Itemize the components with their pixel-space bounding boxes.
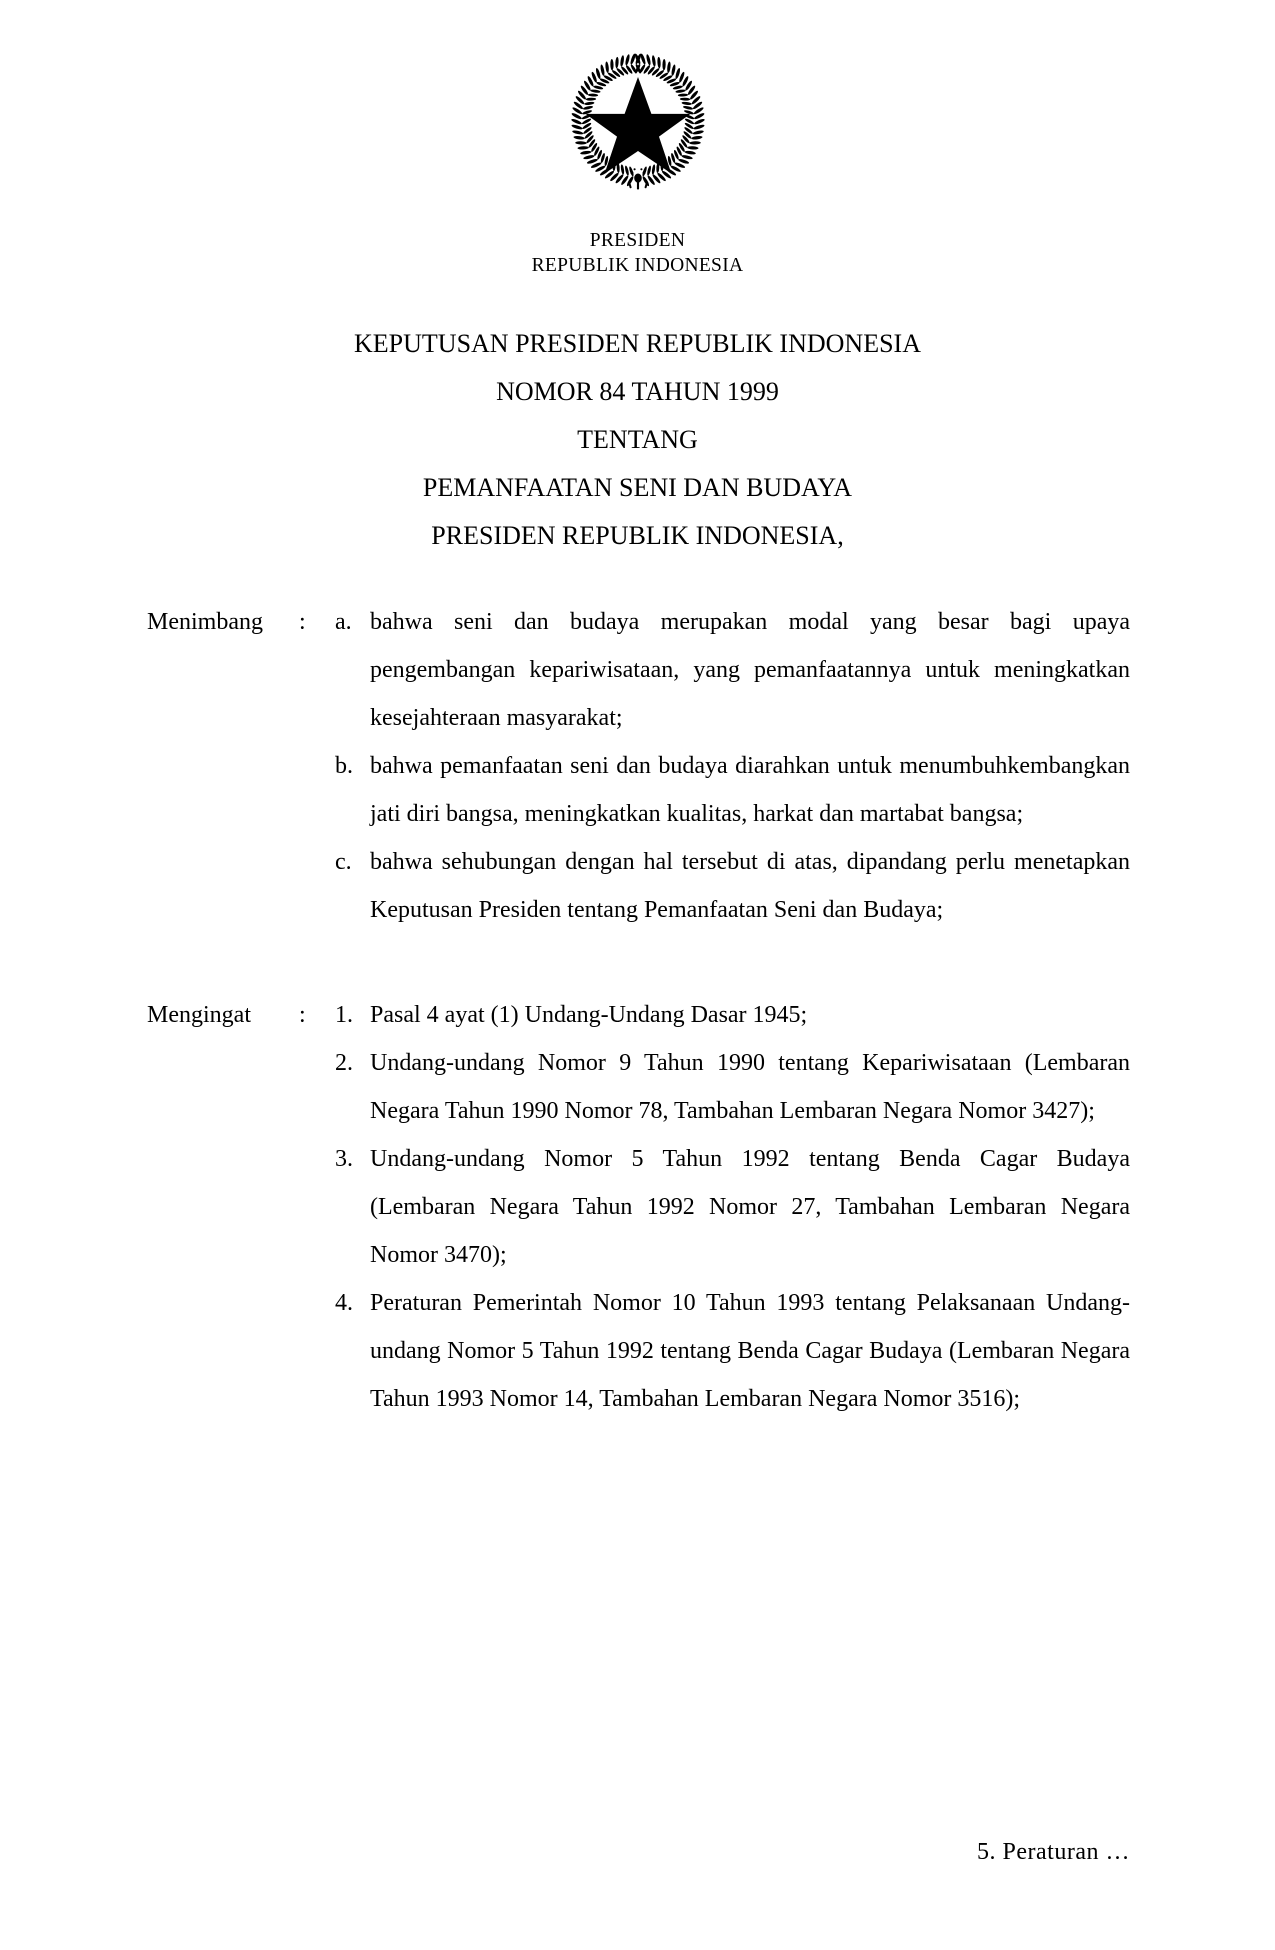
list-item	[335, 1279, 1130, 1423]
title-line-number: NOMOR 84 TAHUN 1999	[496, 377, 779, 406]
clause-items-menimbang	[335, 598, 1130, 934]
item-text: Undang-undang Nomor 9 Tahun 1990 tentang Kepariwisataan (Lembaran Negara Tahun 1990 Nomor 78, Tambahan Lembaran Negara Nomor 3427);	[370, 1050, 1130, 1124]
list-item	[335, 598, 1130, 742]
item-marker: 1.	[335, 1002, 353, 1028]
emblem-container	[0, 42, 1275, 194]
item-marker: b.	[335, 753, 353, 779]
clause-mengingat	[147, 991, 1130, 1423]
title-line-decree: KEPUTUSAN PRESIDEN REPUBLIK INDONESIA	[354, 329, 921, 358]
item-text: Undang-undang Nomor 5 Tahun 1992 tentang Benda Cagar Budaya (Lembaran Negara Tahun 1992 Nomor 27, Tambahan Lembaran Negara Nomor 3470);	[370, 1146, 1130, 1268]
item-text: bahwa sehubungan dengan hal tersebut di atas, dipandang perlu menetapkan Keputusan Presiden tentang Pemanfaatan Seni dan Budaya;	[370, 849, 1130, 923]
document-body	[147, 598, 1130, 1423]
header-line-republik-indonesia: REPUBLIK INDONESIA	[531, 255, 744, 276]
item-marker: 3.	[335, 1146, 353, 1172]
item-marker: 2.	[335, 1050, 353, 1076]
item-marker: 4.	[335, 1290, 353, 1316]
document-title-block	[0, 320, 1275, 560]
item-text: bahwa seni dan budaya merupakan modal yang besar bagi upaya pengembangan kepariwisataan, yang pemanfaatannya untuk meningkatkan kesejahteraan masyarakat;	[370, 609, 1130, 731]
item-text: Peraturan Pemerintah Nomor 10 Tahun 1993 tentang Pelaksanaan Undang-undang Nomor 5 Tahun 1992 tentang Benda Cagar Budaya (Lembaran Negara Tahun 1993 Nomor 14, Tambahan Lembaran Negara Nomor 3516);	[370, 1290, 1130, 1412]
title-line-tentang: TENTANG	[577, 425, 698, 454]
header-line-presiden: PRESIDEN	[589, 230, 686, 251]
item-text: bahwa pemanfaatan seni dan budaya diarahkan untuk menumbuhkembangkan jati diri bangsa, meningkatkan kualitas, harkat dan martabat bangsa;	[370, 753, 1130, 827]
clause-colon-menimbang: :	[299, 609, 306, 635]
page-continuation-marker: 5. Peraturan …	[977, 1839, 1130, 1865]
title-line-authority: PRESIDEN REPUBLIK INDONESIA,	[431, 521, 844, 550]
list-item	[335, 742, 1130, 838]
clause-label-menimbang: Menimbang	[147, 609, 263, 635]
list-item	[335, 838, 1130, 934]
clause-menimbang	[147, 598, 1130, 934]
list-item	[335, 991, 1130, 1039]
indonesia-presidential-star-wreath-emblem	[562, 42, 714, 194]
header-caption	[0, 228, 1275, 278]
list-item	[335, 1039, 1130, 1135]
item-text: Pasal 4 ayat (1) Undang-Undang Dasar 1945;	[370, 1002, 808, 1028]
list-item	[335, 1135, 1130, 1279]
item-marker: c.	[335, 849, 352, 875]
clause-label-mengingat: Mengingat	[147, 1002, 251, 1028]
clause-colon-mengingat: :	[299, 1002, 306, 1028]
title-line-subject: PEMANFAATAN SENI DAN BUDAYA	[422, 473, 853, 502]
item-marker: a.	[335, 609, 352, 635]
clause-items-mengingat	[335, 991, 1130, 1423]
section-spacer	[147, 934, 1130, 991]
